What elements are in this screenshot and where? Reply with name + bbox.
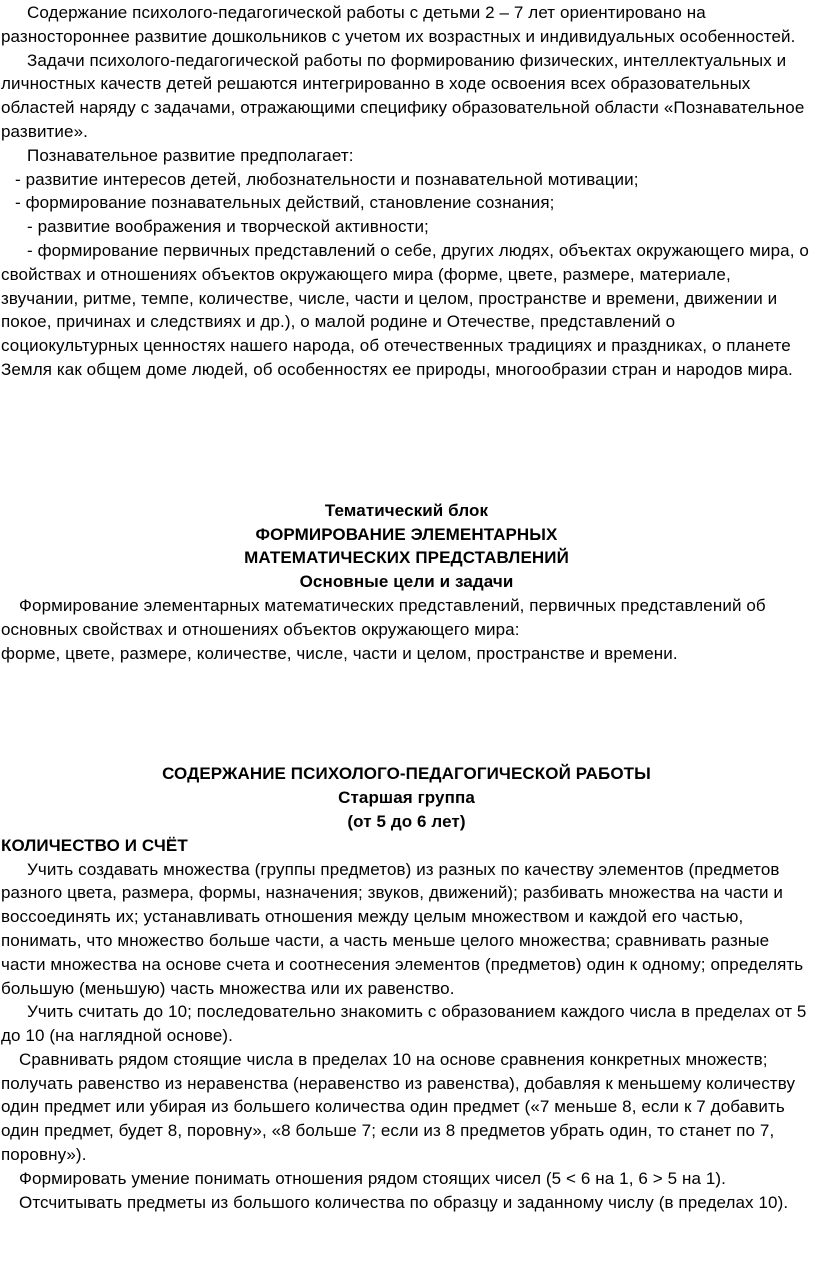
content-paragraph-1: Учить создавать множества (группы предметов) из разных по качеству элементов (предметов разного цвета, размера, формы, назначения; звуков, движений); разбивать множества на части и воссоединять их; устанавливать отношения между целым множеством и каждой его частью, понимать, что множество больше части, а часть меньше целого множества; сравнивать разные части множества на основе счета и соотнесения элементов (предметов) один к одному; определять большую (меньшую) часть множества или их равенство. — [1, 859, 804, 998]
content-title: СОДЕРЖАНИЕ ПСИХОЛОГО-ПЕДАГОГИЧЕСКОЙ РАБОТЫ — [162, 764, 651, 784]
block-title-3: МАТЕМАТИЧЕСКИХ ПРЕДСТАВЛЕНИЙ — [244, 548, 569, 568]
intro-paragraph-2: Задачи психолого-педагогической работы по формированию физических, интеллектуальных и личностных качеств детей решаются интегрированно в ходе освоения всех образовательных областей наряду с задачами, отражающими специфику образовательной области «Познавательное развитие». — [1, 50, 805, 141]
intro-paragraph-3: Познавательное развитие предполагает: — [27, 145, 354, 165]
intro-paragraph-1: Содержание психолого-педагогической работы с детьми 2 – 7 лет ориентировано на разностороннее развитие дошкольников с учетом их возрастных и индивидуальных особенностей. — [1, 3, 796, 46]
section-heading: КОЛИЧЕСТВО И СЧЁТ — [1, 835, 188, 855]
block-title-1: Тематический блок — [324, 500, 489, 520]
content-group: Старшая группа — [338, 788, 475, 808]
content-age: (от 5 до 6 лет) — [347, 811, 466, 831]
content-paragraph-2: Учить считать до 10; последовательно знакомить с образованием каждого числа в пределах от 5 до 10 (на наглядной основе). — [1, 1002, 807, 1046]
intro-list-item: - формирование первичных представлений о себе, других людях, объектах окружающего мира, о свойствах и отношениях объектов окружающего мира (форме, цвете, размере, материале, звучании, ритме, темпе, количестве, числе, части и целом, пространстве и времени, движении и покое, причинах и следствиях и др.), о малой родине и Отечестве, представлений о социокультурных ценностях нашего народа, об отечественных традициях и праздниках, о планете Земля как общем доме людей, об особенностях ее природы, многообразии стран и народов мира. — [1, 240, 809, 379]
intro-list-item: - развитие воображения и творческой активности; — [27, 217, 429, 237]
block-text-1: Формирование элементарных математических представлений, первичных представлений об основных свойствах и отношениях объектов окружающего мира: — [1, 595, 766, 639]
content-paragraph-4: Формировать умение понимать отношения рядом стоящих чисел (5 < 6 на 1, 6 > 5 на 1). — [19, 1168, 726, 1188]
intro-list-item: - развитие интересов детей, любознательности и познавательной мотивации; — [15, 169, 639, 189]
block-text-2: форме, цвете, размере, количестве, числе, части и целом, пространстве и времени. — [1, 643, 678, 663]
block-subtitle: Основные цели и задачи — [299, 572, 514, 592]
block-title-2: ФОРМИРОВАНИЕ ЭЛЕМЕНТАРНЫХ — [255, 524, 558, 544]
content-paragraph-3: Сравнивать рядом стоящие числа в пределах 10 на основе сравнения конкретных множеств; получать равенство из неравенства (неравенство из равенства), добавляя к меньшему количеству один предмет или убирая из большего количества один предмет («7 меньше 8, если к 7 добавить один предмет, будет 8, поровну», «8 больше 7; если из 8 предметов убрать один, то станет по 7, поровну»). — [1, 1049, 796, 1165]
content-paragraph-5: Отсчитывать предметы из большого количества по образцу и заданному числу (в пределах 10). — [19, 1192, 789, 1212]
intro-list-item: - формирование познавательных действий, становление сознания; — [15, 193, 555, 213]
